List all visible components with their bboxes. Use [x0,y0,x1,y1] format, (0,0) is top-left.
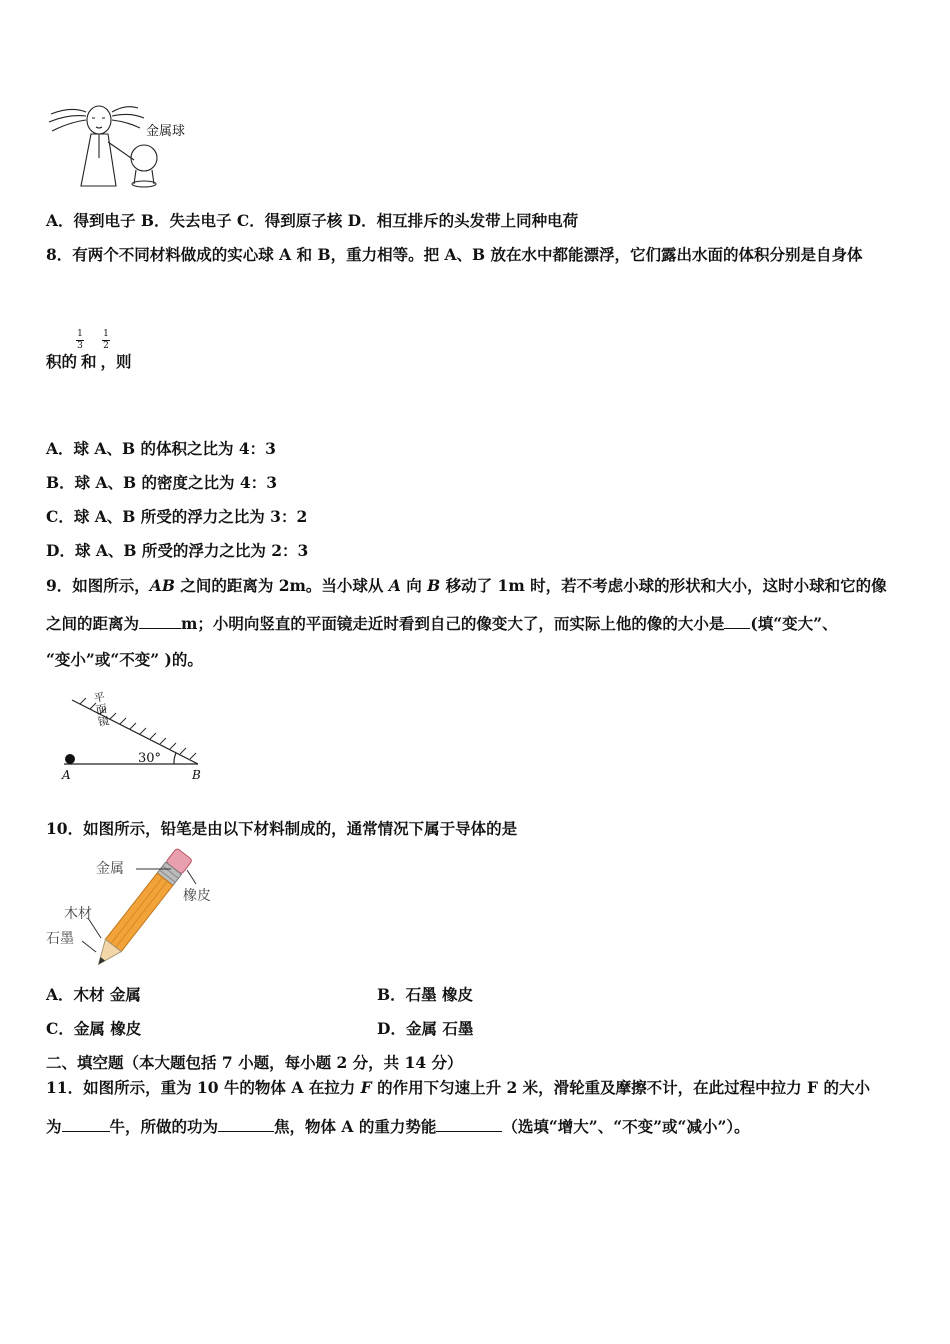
stem2-part-a: 积的 [46,352,78,371]
q9-fig-point-b: B [192,768,201,782]
q11-l1-f: F [360,1078,372,1097]
q8-fraction-1 [76,330,84,351]
stem2-part-c: ，则 [100,352,132,371]
q11-blank-work[interactable] [218,1115,274,1132]
q9-fig-angle: 30° [138,751,162,766]
ball-icon [65,754,75,764]
q10-option-a: A．木材 金属 [46,985,141,1004]
q10-label-rubber: 橡皮 [183,888,211,904]
q9-l2-a: 之间的距离为 [46,614,140,633]
q9-line1 [46,575,887,597]
q8-stem-line2 [46,351,132,373]
q11-blank-energy[interactable] [436,1115,502,1132]
q9-l1-a: 9．如图所示， [46,576,150,595]
girl-metal-ball-illustration [46,98,216,190]
q10-option-b: B．石墨 橡皮 [377,985,473,1004]
q11-l1-b: 的作用下匀速上升 2 米，滑轮重及摩擦不计，在此过程中拉力 F 的大小 [371,1078,870,1097]
q9-blank-distance[interactable] [139,612,181,629]
q9-l1-ab: AB [149,576,175,595]
q10-option-c: C．金属 橡皮 [46,1019,142,1038]
q9-l1-b: 之间的距离为 2m。当小球从 [174,576,389,595]
q7-figure [46,98,216,190]
q9-fig-point-a: A [62,768,71,782]
q10-label-graphite: 石墨 [46,931,74,947]
q8-option-d: D．球 A、B 所受的浮力之比为 2：3 [46,541,309,560]
q9-l2-b: m；小明向竖直的平面镜走近时看到自己的像变大了，而实际上他的像的大小是 [181,614,725,633]
section2-title: 二、填空题（本大题包括 7 小题，每小题 2 分，共 14 分） [46,1053,463,1072]
q7-figure-label: 金属球 [146,124,186,139]
q11-l2-d: （选填“增大”、“不变”或“减小”）。 [502,1117,750,1136]
q11-line2 [46,1115,750,1138]
q10-label-metal: 金属 [96,861,124,877]
q11-l2-c: 焦，物体 A 的重力势能 [274,1117,437,1136]
q9-l2-c: (填“变大”、 [750,614,838,633]
q9-l1-c: 向 [400,576,428,595]
q9-blank-size[interactable] [724,612,750,629]
q9-l1-d: 移动了 1m 时，若不考虑小球的形状和大小，这时小球和它的像 [440,576,887,595]
q10-label-wood: 木材 [64,906,92,922]
q11-line1 [46,1077,870,1099]
frac1-numerator: 1 [77,329,83,339]
q9-l1-A: A [388,576,401,595]
q11-l1-a: 11．如图所示，重为 10 牛的物体 A 在拉力 [46,1078,361,1097]
q9-l1-B: B [427,576,441,595]
q11-l2-b: 牛，所做的功为 [109,1117,219,1136]
q8-option-a: A．球 A、B 的体积之比为 4：3 [46,439,276,458]
frac2-numerator: 1 [103,329,109,339]
q9-fig-mirror-label: 平面镜 [92,690,111,729]
q8-option-b: B．球 A、B 的密度之比为 4：3 [46,473,277,492]
q8-fraction-2 [102,330,110,351]
q7-options: A．得到电子 B．失去电子 C．得到原子核 D．相互排斥的头发带上同种电荷 [46,211,579,230]
frac2-denominator: 2 [103,341,109,351]
frac1-denominator: 3 [77,341,83,351]
q8-option-c: C．球 A、B 所受的浮力之比为 3：2 [46,507,308,526]
q9-line2 [46,612,838,635]
q10-option-d: D．金属 石墨 [377,1019,474,1038]
q10-stem: 10．如图所示，铅笔是由以下材料制成的，通常情况下属于导体的是 [46,819,518,838]
q11-blank-force[interactable] [62,1115,110,1132]
q9-line3: “变小”或“不变” )的。 [46,650,203,669]
q11-l2-a: 为 [46,1117,62,1136]
q8-stem: 8．有两个不同材料做成的实心球 A 和 B，重力相等。把 A、B 放在水中都能漂浮，它们露出水面的体积分别是自身体 [46,245,863,264]
stem2-part-b: 和 [81,352,97,371]
